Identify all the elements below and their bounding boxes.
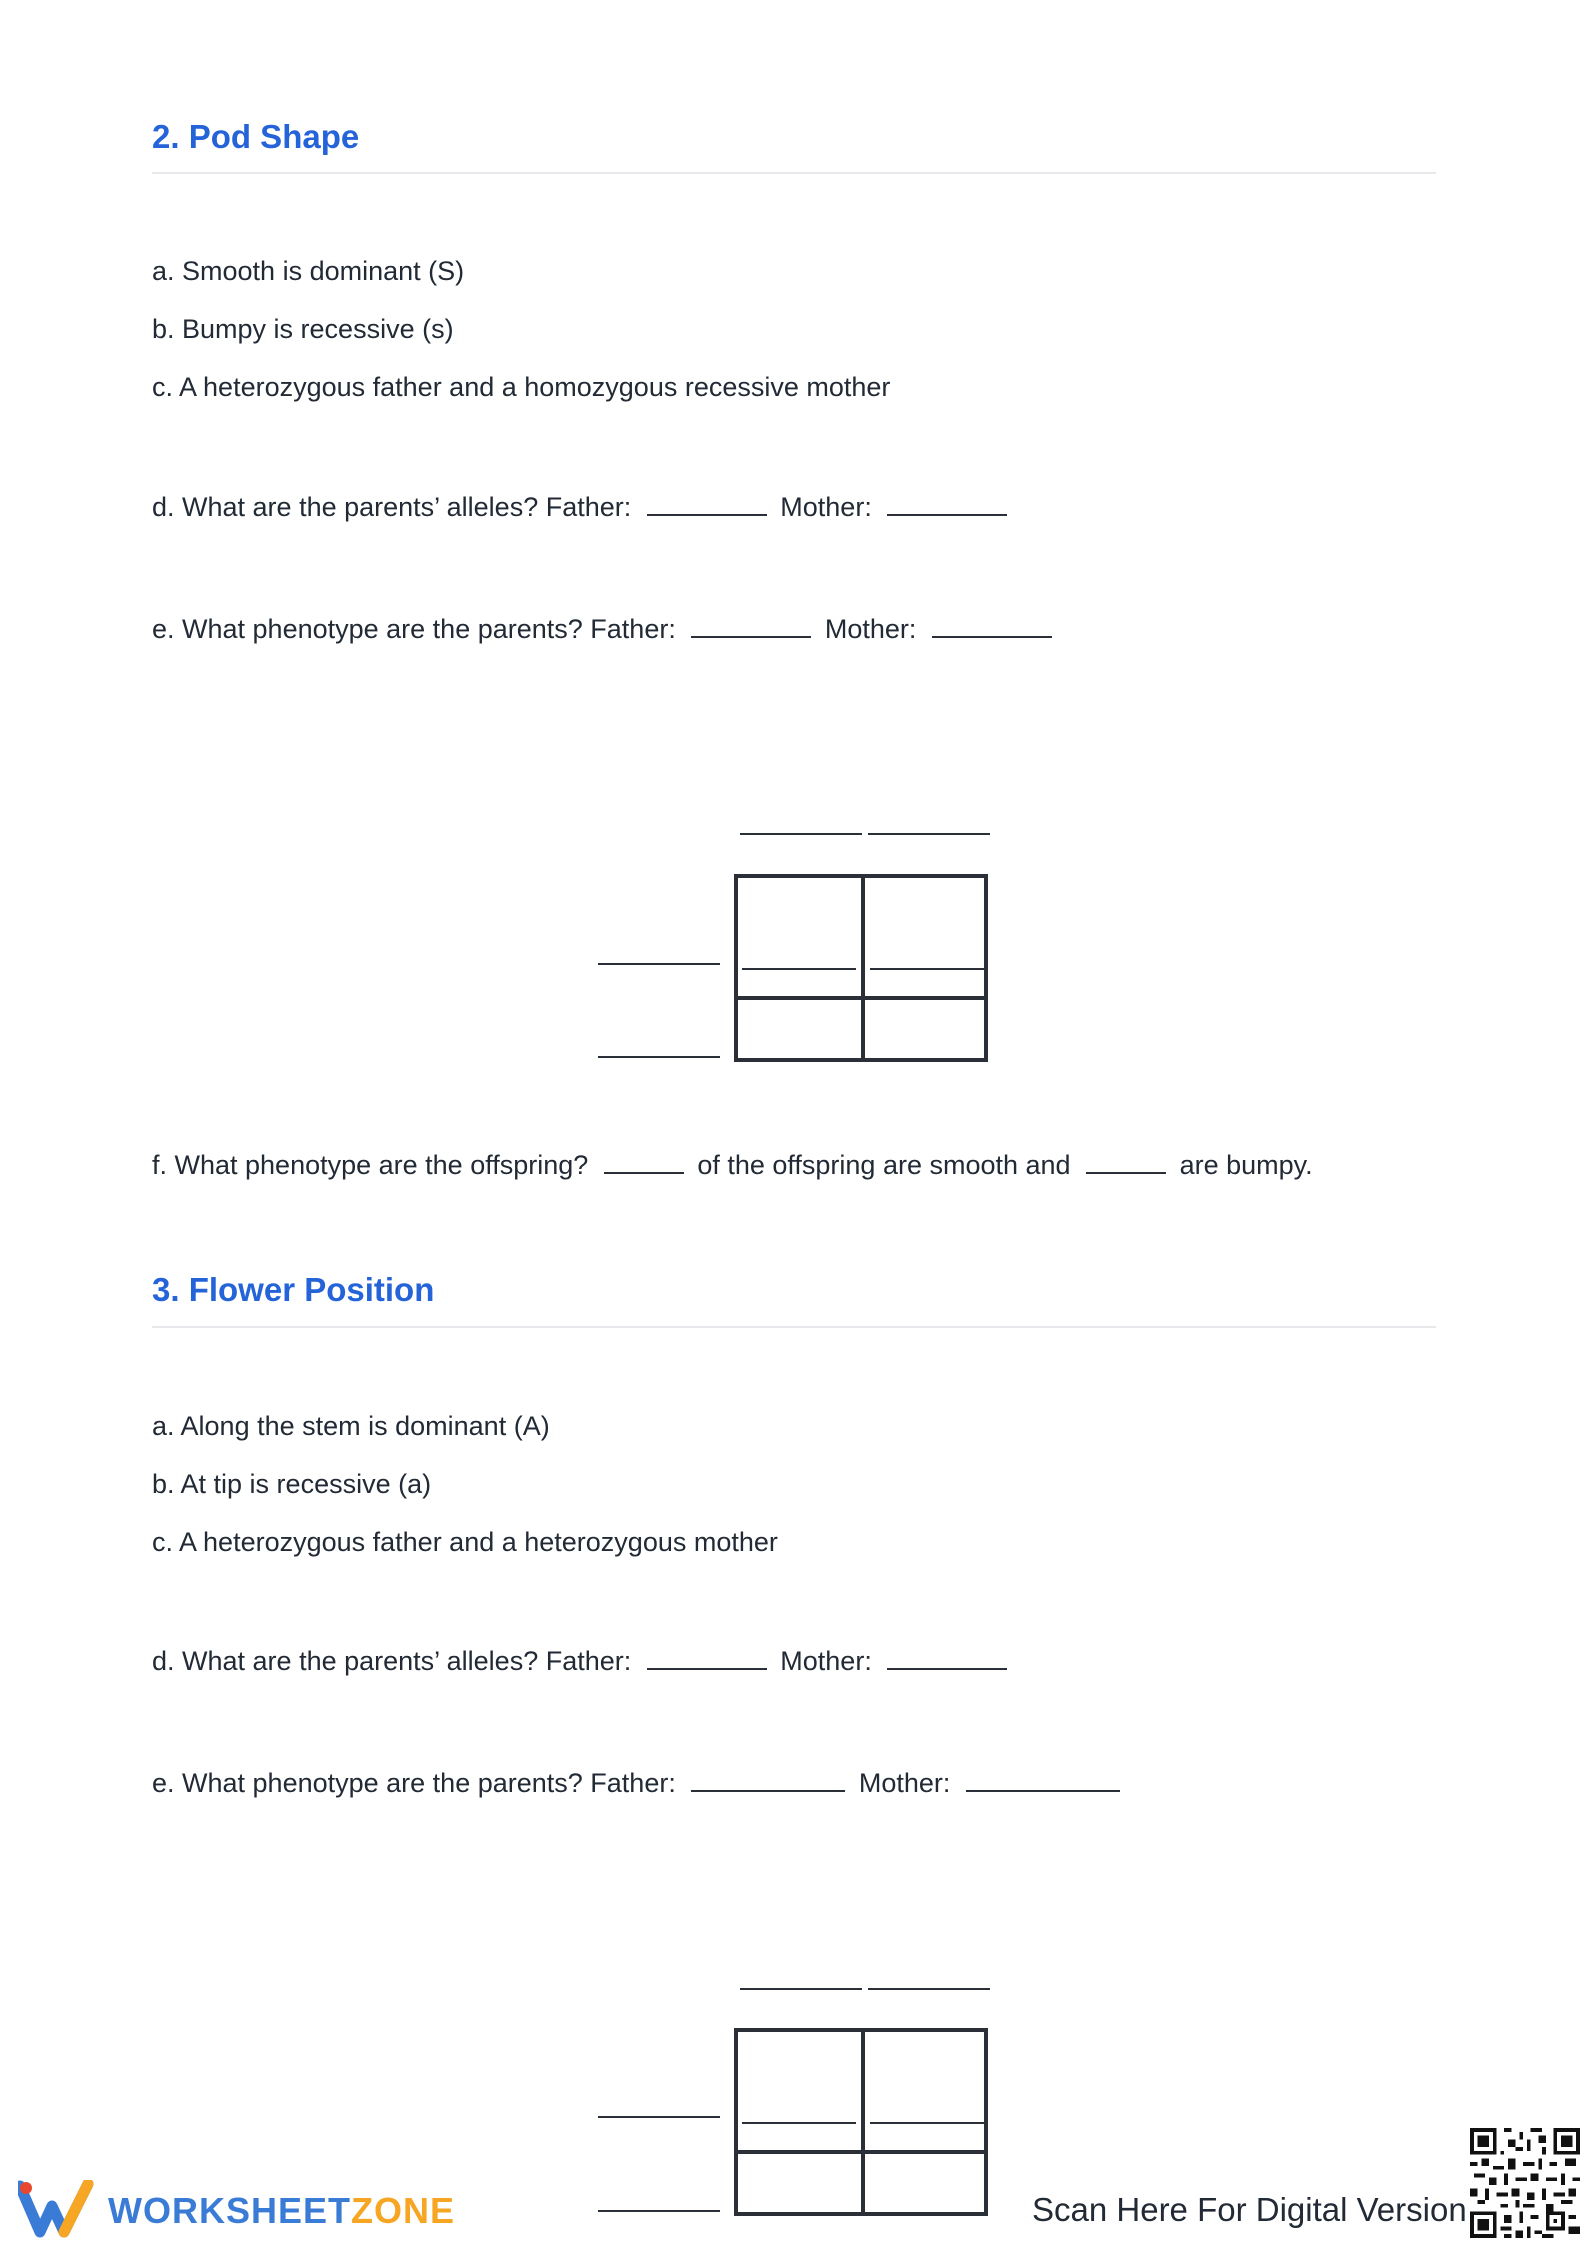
pod-shape-question-e — [152, 614, 1058, 645]
father-alleles-blank[interactable] — [647, 1668, 767, 1670]
pod-shape-item-b: b. Bumpy is recessive (s) — [152, 314, 454, 344]
question-f-middle: of the offspring are smooth and — [697, 1150, 1071, 1180]
mother-phenotype-blank[interactable] — [966, 1790, 1120, 1792]
question-e-prompt: e. What phenotype are the parents? Father: — [152, 1768, 676, 1798]
scan-for-digital-text: Scan Here For Digital Version — [1032, 2191, 1467, 2228]
punnett-cell-blank[interactable] — [742, 968, 856, 970]
father-alleles-blank[interactable] — [647, 514, 767, 516]
section-title-flower-position: 3. Flower Position — [152, 1271, 435, 1308]
punnett-grid — [734, 2028, 988, 2216]
question-e-mother-label: Mother: — [824, 614, 917, 644]
grid-divider-vertical — [861, 878, 865, 1058]
brand-name-part2: ZONE — [351, 2190, 456, 2231]
punnett-side-allele-blank-1[interactable] — [598, 2116, 720, 2118]
bumpy-offspring-blank[interactable] — [1086, 1172, 1166, 1174]
punnett-cell-blank[interactable] — [870, 1058, 984, 1060]
smooth-offspring-blank[interactable] — [604, 1172, 684, 1174]
punnett-cell-blank[interactable] — [870, 968, 984, 970]
w-logo-icon — [18, 2180, 94, 2238]
flower-position-item-a: a. Along the stem is dominant (A) — [152, 1411, 550, 1441]
question-d-prompt: d. What are the parents’ alleles? Father: — [152, 1646, 632, 1676]
pod-shape-question-f — [152, 1150, 1313, 1181]
punnett-grid — [734, 874, 988, 1062]
mother-phenotype-blank[interactable] — [932, 636, 1052, 638]
punnett-side-allele-blank-2[interactable] — [598, 2210, 720, 2212]
grid-divider-vertical — [861, 2032, 865, 2212]
question-f-prompt: f. What phenotype are the offspring? — [152, 1150, 589, 1180]
punnett-cell-blank[interactable] — [742, 2122, 856, 2124]
brand-name-part1: WORKSHEET — [108, 2190, 351, 2231]
question-f-end: are bumpy. — [1179, 1150, 1313, 1180]
father-phenotype-blank[interactable] — [691, 636, 811, 638]
question-d-mother-label: Mother: — [780, 1646, 872, 1676]
mother-alleles-blank[interactable] — [887, 514, 1007, 516]
punnett-cell-blank[interactable] — [870, 2122, 984, 2124]
punnett-top-allele-blank-1[interactable] — [740, 1988, 862, 1990]
punnett-top-allele-blank-1[interactable] — [740, 833, 862, 835]
brand-name — [108, 2190, 455, 2232]
punnett-cell-blank[interactable] — [742, 2212, 856, 2214]
question-d-prompt: d. What are the parents’ alleles? Father: — [152, 492, 632, 522]
section-divider — [152, 1326, 1436, 1328]
section-title-pod-shape: 2. Pod Shape — [152, 118, 360, 155]
question-d-mother-label: Mother: — [780, 492, 872, 522]
pod-shape-item-a: a. Smooth is dominant (S) — [152, 256, 465, 286]
punnett-cell-blank[interactable] — [742, 1058, 856, 1060]
flower-position-item-b: b. At tip is recessive (a) — [152, 1469, 432, 1499]
punnett-side-allele-blank-1[interactable] — [598, 963, 720, 965]
grid-divider-horizontal — [738, 2150, 984, 2154]
punnett-top-allele-blank-2[interactable] — [868, 1988, 990, 1990]
section-divider — [152, 172, 1436, 174]
punnett-top-allele-blank-2[interactable] — [868, 833, 990, 835]
mother-alleles-blank[interactable] — [887, 1668, 1007, 1670]
pod-shape-question-d — [152, 492, 1013, 523]
grid-divider-horizontal — [738, 996, 984, 1000]
punnett-side-allele-blank-2[interactable] — [598, 1056, 720, 1058]
question-e-prompt: e. What phenotype are the parents? Father: — [152, 614, 676, 644]
father-phenotype-blank[interactable] — [691, 1790, 845, 1792]
flower-position-item-c: c. A heterozygous father and a heterozygous mother — [152, 1527, 778, 1557]
flower-position-question-e — [152, 1768, 1126, 1799]
punnett-cell-blank[interactable] — [870, 2212, 984, 2214]
flower-position-question-d — [152, 1646, 1013, 1677]
question-e-mother-label: Mother: — [858, 1768, 951, 1798]
pod-shape-item-c: c. A heterozygous father and a homozygous recessive mother — [152, 372, 891, 402]
qr-code-icon[interactable] — [1470, 2128, 1580, 2238]
